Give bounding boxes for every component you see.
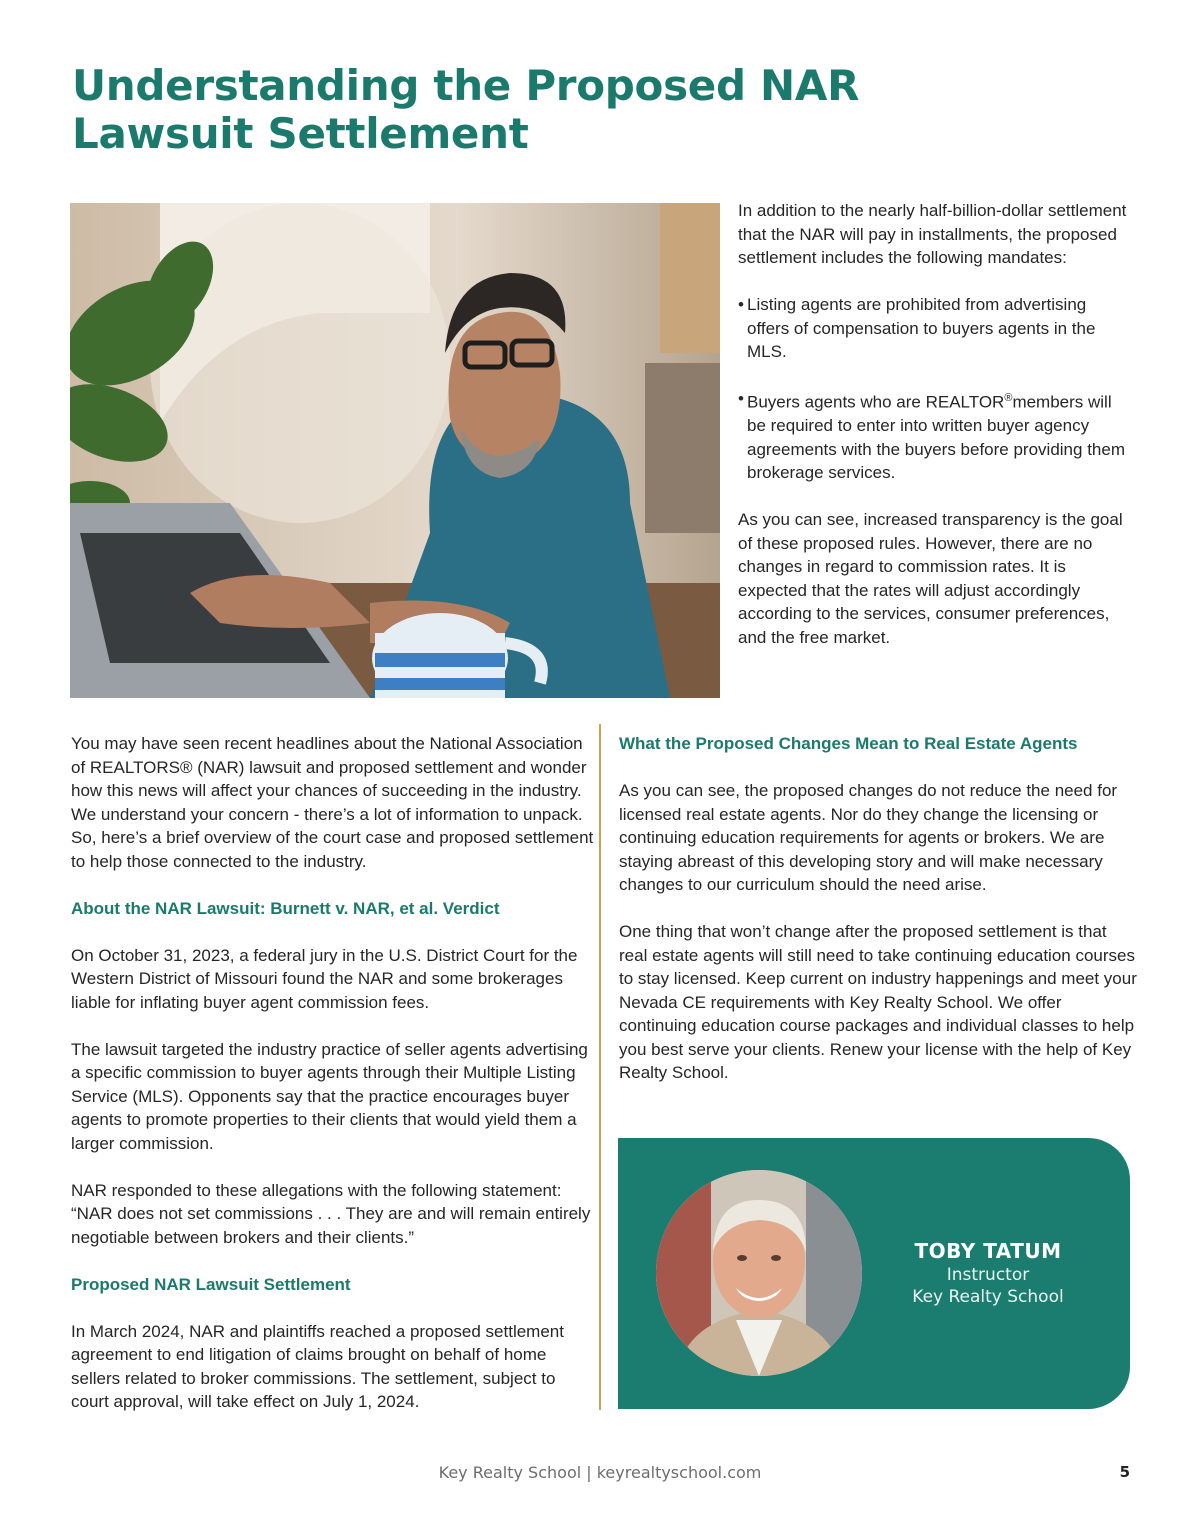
nar-response-paragraph: NAR responded to these allegations with the following statement: “NAR does not set commissions . . . They are and will remain entirely negotiable between brokers and their clients.” (71, 1180, 591, 1247)
transparency-paragraph: As you can see, increased transparency is the goal of these proposed rules. However, there are no changes in regard to commission rates. It is expected that the rates will adjust accordingly according to the services, consumer preferences, and the free market. (738, 510, 1123, 647)
instructor-name: TOBY TATUM (914, 1239, 1062, 1263)
settlement-mandates-section (738, 199, 1133, 673)
bullet-marker: • (738, 295, 744, 314)
mandate-listing-agents: Listing agents are prohibited from advertising offers of compensation to buyers agents in the MLS. (747, 295, 1096, 361)
mandates-lead: In addition to the nearly half-billion-dollar settlement that the NAR will pay in installments, the proposed settlement includes the following mandates: (738, 201, 1127, 267)
settlement-paragraph: In March 2024, NAR and plaintiffs reached a proposed settlement agreement to end litigation of claims brought on behalf of home sellers related to broker commissions. The settlement, subject to court approval, will take effect on July 1, 2024. (71, 1321, 564, 1411)
section-heading-changes: What the Proposed Changes Mean to Real Estate Agents (619, 734, 1078, 753)
section-heading-settlement: Proposed NAR Lawsuit Settlement (71, 1274, 351, 1294)
page-title: Understanding the Proposed NAR Lawsuit Settlement (72, 61, 860, 158)
instructor-avatar (656, 1170, 862, 1376)
mandate-text: Buyers agents who are REALTOR (747, 392, 1005, 412)
instructor-role: Instructor (946, 1265, 1030, 1285)
footer-text: Key Realty School | keyrealtyschool.com (438, 1463, 762, 1482)
changes-paragraph: As you can see, the proposed changes do not reduce the need for licensed real estate agents. Nor do they change the licensing or continuing education requirements for agents or brokers. We are staying abreast of this developing story and will make necessary changes to our curriculum should the need arise. (619, 781, 1118, 894)
intro-paragraph: You may have seen recent headlines about the National Association of REALTORS® (NAR) lawsuit and proposed settlement and wonder how this news will affect your chances of succeeding in the industry. We understand your concern - there’s a lot of information to unpack. So, here’s a brief overview of the court case and proposed settlement to help those connected to the industry. (71, 734, 594, 871)
man-at-laptop-photo (70, 203, 720, 698)
left-column (71, 732, 596, 1437)
section-heading-lawsuit: About the NAR Lawsuit: Burnett v. NAR, et al. Verdict (71, 898, 500, 918)
mandate-buyers-agents (747, 387, 1133, 485)
lawsuit-target-paragraph: The lawsuit targeted the industry practice of seller agents advertising a specific commission to buyer agents through their Multiple Listing Service (MLS). Opponents say that the practice encourages buyer agents to promote properties to their clients that would yield them a larger commission. (71, 1039, 588, 1153)
instructor-organization: Key Realty School (912, 1287, 1064, 1307)
continuing-education-paragraph: One thing that won’t change after the proposed settlement is that real estate agents will still need to take continuing education courses to stay licensed. Keep current on industry happenings and meet your Nevada CE requirements with Key Realty School. We offer continuing education course packages and individual classes to help you best serve your clients. Renew your license with the help of Key Realty School. (619, 922, 1137, 1082)
page-number: 5 (1119, 1463, 1130, 1481)
bullet-marker: • (738, 389, 744, 408)
mandate-text: members will be required to enter into written buyer agency agreements with the buyers before providing them brokerage services. (747, 392, 1125, 483)
list-item (738, 293, 1133, 364)
column-divider (599, 724, 601, 1410)
registered-mark: ® (1004, 392, 1013, 404)
right-column (619, 732, 1139, 1108)
instructor-card (618, 1138, 1130, 1409)
list-item (738, 387, 1133, 485)
verdict-paragraph: On October 31, 2023, a federal jury in the U.S. District Court for the Western District of Missouri found the NAR and some brokerages liable for inflating buyer agent commission fees. (71, 945, 578, 1012)
